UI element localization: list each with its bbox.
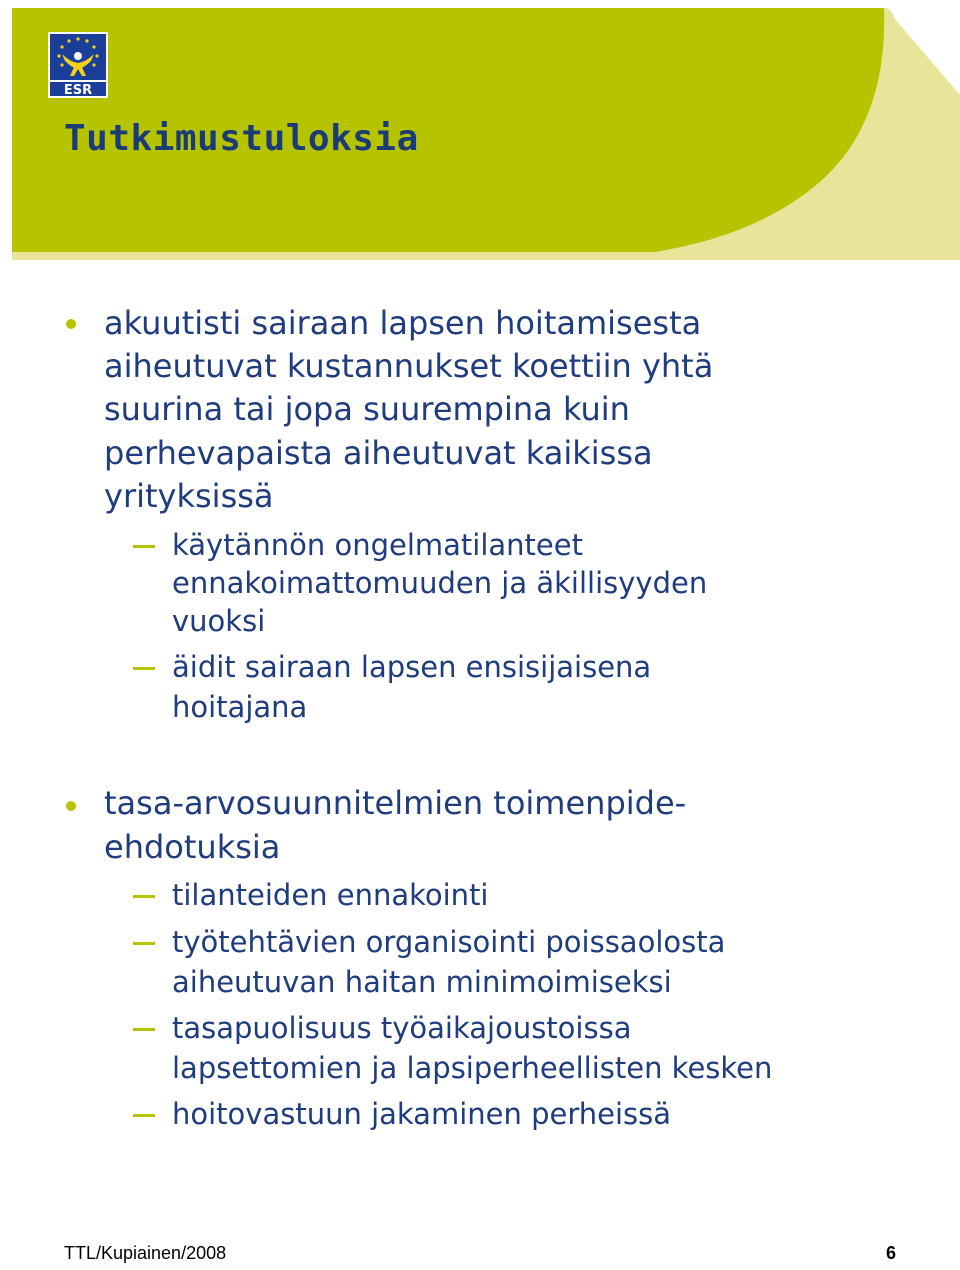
sub-bullet-marker xyxy=(133,1114,155,1117)
sub-2-2-line-1: työtehtävien organisointi poissaolosta xyxy=(172,925,726,959)
sub-1-1-line-1: käytännön ongelmatilanteet xyxy=(172,528,583,562)
bullet-1-line-3: suurina tai jopa suurempina kuin xyxy=(104,390,630,428)
sub-bullet-marker xyxy=(133,1028,155,1031)
sub-1-2-line-2: hoitajana xyxy=(172,690,308,724)
sub-1-2-line-1: äidit sairaan lapsen ensisijaisena xyxy=(172,650,652,684)
bullet-1-line-1: akuutisti sairaan lapsen hoitamisesta xyxy=(104,304,702,342)
logo-text: ESR xyxy=(63,83,93,98)
sub-bullet-marker xyxy=(133,895,155,898)
bullet-1-line-4: perhevapaista aiheutuvat kaikissa xyxy=(104,434,653,472)
sub-2-2-line-2: aiheutuvan haitan minimoimiseksi xyxy=(172,965,672,999)
esr-logo xyxy=(48,32,108,98)
bullet-marker xyxy=(66,801,76,811)
bullet-marker xyxy=(66,319,76,329)
sub-1-1-line-3: vuoksi xyxy=(172,604,266,638)
sub-2-1-line-1: tilanteiden ennakointi xyxy=(172,878,489,912)
bullet-1-line-2: aiheutuvat kustannukset koettiin yhtä xyxy=(104,347,714,385)
bullet-2-line-1: tasa-arvosuunnitelmien toimenpide- xyxy=(104,784,687,822)
sub-1-1-line-2: ennakoimattomuuden ja äkillisyyden xyxy=(172,566,708,600)
sub-2-4-line-1: hoitovastuun jakaminen perheissä xyxy=(172,1097,672,1131)
footer-source: TTL/Kupiainen/2008 xyxy=(64,1243,227,1263)
bullet-2-line-2: ehdotuksia xyxy=(104,828,281,866)
sub-bullet-marker xyxy=(133,942,155,945)
sub-bullet-marker xyxy=(133,667,155,670)
sub-bullet-marker xyxy=(133,545,155,548)
slide-title: Tutkimustuloksia xyxy=(64,118,419,159)
bullet-1-line-5: yrityksissä xyxy=(104,477,274,515)
page-number: 6 xyxy=(886,1243,897,1263)
sub-2-3-line-2: lapsettomien ja lapsiperheellisten kesken xyxy=(172,1051,773,1085)
sub-2-3-line-1: tasapuolisuus työaikajoustoissa xyxy=(172,1011,632,1045)
